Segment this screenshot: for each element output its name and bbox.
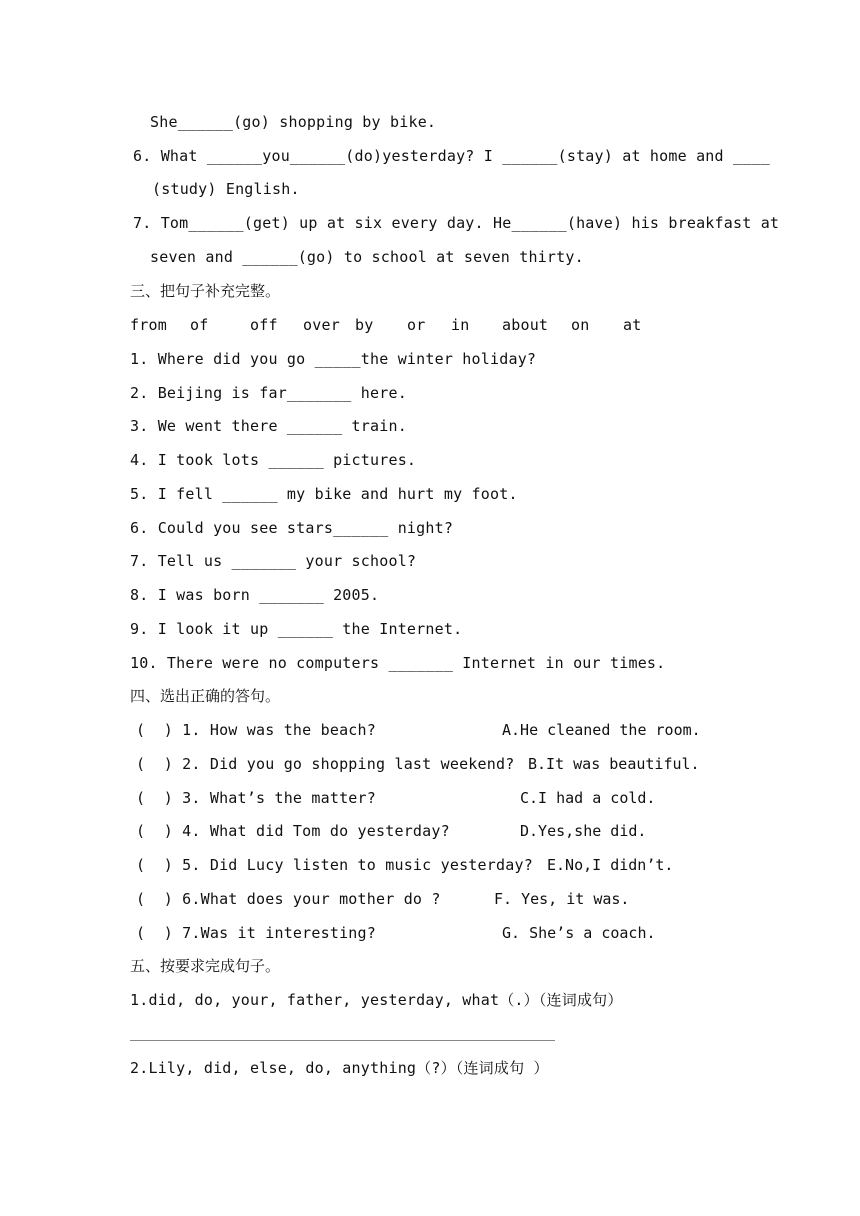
matching-question: ( ) 3. What’s the matter? xyxy=(136,789,376,807)
word-bank-item: from xyxy=(130,316,167,334)
word-bank-item: or xyxy=(407,316,426,334)
matching-answer: B.It was beautiful. xyxy=(528,755,700,773)
matching-answer: A.He cleaned the room. xyxy=(502,721,701,739)
list-item: 4. I took lots ______ pictures. xyxy=(130,451,417,469)
matching-answer: F. Yes, it was. xyxy=(494,890,630,908)
matching-question: ( ) 7.Was it interesting? xyxy=(136,924,376,942)
exercise-line: 7. Tom______(get) up at six every day. He______(have) his breakfast at xyxy=(133,214,780,232)
answer-line xyxy=(130,1040,555,1041)
word-bank-item: about xyxy=(502,316,549,334)
list-item: 3. We went there ______ train. xyxy=(130,417,407,435)
matching-question: ( ) 1. How was the beach? xyxy=(136,721,376,739)
word-bank-item: of xyxy=(190,316,209,334)
matching-answer: C.I had a cold. xyxy=(520,789,656,807)
matching-question: ( ) 2. Did you go shopping last weekend? xyxy=(136,755,515,773)
matching-answer: G. She’s a coach. xyxy=(502,924,656,942)
list-item: 1.did, do, your, father, yesterday, what（.）（连词成句） xyxy=(130,991,623,1009)
list-item: 2. Beijing is far_______ here. xyxy=(130,384,407,402)
list-item: 7. Tell us _______ your school? xyxy=(130,552,417,570)
list-item: 9. I look it up ______ the Internet. xyxy=(130,620,463,638)
word-bank-item: on xyxy=(571,316,590,334)
list-item: 8. I was born _______ 2005. xyxy=(130,586,380,604)
section-heading: 三、把句子补充完整。 xyxy=(130,282,281,300)
word-bank-item: over xyxy=(303,316,340,334)
section-heading: 五、按要求完成句子。 xyxy=(130,957,281,975)
section-heading: 四、选出正确的答句。 xyxy=(130,687,281,705)
list-item: 1. Where did you go _____the winter holiday? xyxy=(130,350,537,368)
list-item: 5. I fell ______ my bike and hurt my foot. xyxy=(130,485,518,503)
list-item: 2.Lily, did, else, do, anything（?）（连词成句 ） xyxy=(130,1059,549,1077)
word-bank-item: in xyxy=(451,316,470,334)
word-bank-item: by xyxy=(355,316,374,334)
matching-question: ( ) 4. What did Tom do yesterday? xyxy=(136,822,450,840)
list-item: 10. There were no computers _______ Internet in our times. xyxy=(130,654,666,672)
matching-question: ( ) 5. Did Lucy listen to music yesterday? xyxy=(136,856,533,874)
exercise-line: (study) English. xyxy=(152,180,300,198)
matching-answer: D.Yes,she did. xyxy=(520,822,647,840)
matching-question: ( ) 6.What does your mother do ? xyxy=(136,890,441,908)
exercise-line: 6. What ______you______(do)yesterday? I ______(stay) at home and ____ xyxy=(133,147,770,165)
word-bank-item: at xyxy=(623,316,642,334)
word-bank-item: off xyxy=(250,316,278,334)
matching-answer: E.No,I didn’t. xyxy=(547,856,674,874)
exercise-line: seven and ______(go) to school at seven thirty. xyxy=(150,248,584,266)
exercise-line: She______(go) shopping by bike. xyxy=(150,113,437,131)
list-item: 6. Could you see stars______ night? xyxy=(130,519,454,537)
